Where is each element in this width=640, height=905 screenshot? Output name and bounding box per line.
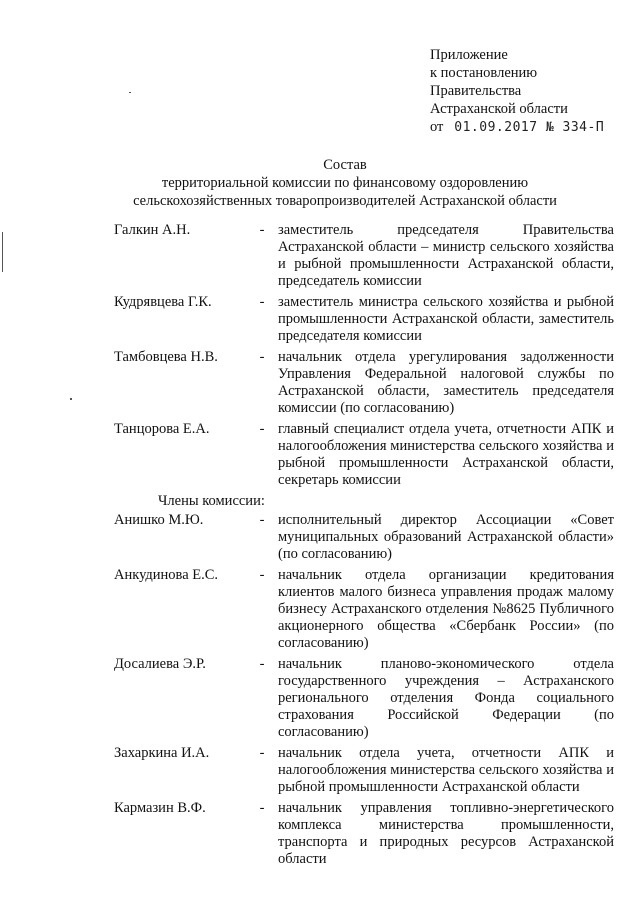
member-dash: - <box>259 349 265 365</box>
member-role: заместитель председателя Правительства Астраханской области – министр сельского хозяйства и рыбной промышленности Астраханской области, председатель комиссии <box>278 222 614 289</box>
member-name: Танцорова Е.А. <box>114 421 210 437</box>
member-role: главный специалист отдела учета, отчетности АПК и налогообложения министерства сельского хозяйства и рыбной промышленности Астраханской области, секретарь комиссии <box>278 421 614 488</box>
member-role: заместитель министра сельского хозяйства и рыбной промышленности Астраханской области, заместитель председателя комиссии <box>278 294 614 344</box>
heading-subtitle-line-1: территориальной комиссии по финансовому оздоровлению <box>161 175 529 191</box>
member-name: Тамбовцева Н.В. <box>114 349 218 365</box>
document-heading <box>110 156 580 210</box>
member-dash: - <box>259 421 265 437</box>
member-row <box>114 567 614 652</box>
scan-speck <box>70 398 72 400</box>
annex-line-1: Приложение <box>430 47 508 63</box>
annex-date-value: 01.09.2017 № 334-П <box>454 120 605 135</box>
member-name: Анкудинова Е.С. <box>114 567 219 583</box>
annex-line-3: Правительства <box>430 83 522 99</box>
member-role: исполнительный директор Ассоциации «Совет муниципальных образований Астраханской области» (по согласованию) <box>278 512 614 562</box>
heading-subtitle-line-2: сельскохозяйственных товаропроизводителей Астраханской области <box>133 193 557 209</box>
heading-title: Состав <box>323 157 367 173</box>
member-dash: - <box>259 800 265 816</box>
scan-speck <box>129 92 131 93</box>
member-name: Захаркина И.А. <box>114 745 210 761</box>
member-row <box>114 421 614 489</box>
annex-line-4: Астраханской области <box>430 101 568 117</box>
member-name: Галкин А.Н. <box>114 222 191 238</box>
member-dash: - <box>259 745 265 761</box>
member-name: Анишко М.Ю. <box>114 512 204 528</box>
member-dash: - <box>259 512 265 528</box>
scan-speck <box>2 232 3 272</box>
member-name: Кармазин В.Ф. <box>114 800 206 816</box>
member-role: начальник управления топливно-энергетического комплекса министерства промышленности, транспорта и природных ресурсов Астраханской области <box>278 800 614 867</box>
member-dash: - <box>259 567 265 583</box>
annex-block <box>430 46 604 137</box>
member-row <box>114 656 614 741</box>
member-role: начальник планово-экономического отдела государственного учреждения – Астраханского регионального отделения Фонда социального страхования Российской Федерации (по согласованию) <box>278 656 614 740</box>
members-group-label: Члены комиссии: <box>158 493 265 509</box>
member-row <box>114 800 614 868</box>
member-role: начальник отдела урегулирования задолженности Управления Федеральной налоговой службы по Астраханской области, заместитель председателя комиссии (по согласованию) <box>278 349 614 416</box>
member-name: Кудрявцева Г.К. <box>114 294 212 310</box>
annex-date-prefix: от <box>430 119 444 135</box>
member-dash: - <box>259 656 265 672</box>
member-row <box>114 349 614 417</box>
member-name: Досалиева Э.Р. <box>114 656 206 672</box>
annex-date-line <box>430 118 604 137</box>
member-row <box>114 745 614 796</box>
member-dash: - <box>259 222 265 238</box>
member-row <box>114 222 614 290</box>
member-role: начальник отдела организации кредитования клиентов малого бизнеса управления продаж малому бизнесу Астраханского отделения №8625 Публичного акционерного общества «Сбербанк России» (по согласованию) <box>278 567 614 651</box>
member-role: начальник отдела учета, отчетности АПК и налогообложения министерства сельского хозяйства и рыбной промышленности Астраханской области <box>278 745 614 795</box>
member-dash: - <box>259 294 265 310</box>
member-row <box>114 512 614 563</box>
annex-line-2: к постановлению <box>430 65 538 81</box>
commission-members-list <box>114 222 614 872</box>
member-row <box>114 294 614 345</box>
